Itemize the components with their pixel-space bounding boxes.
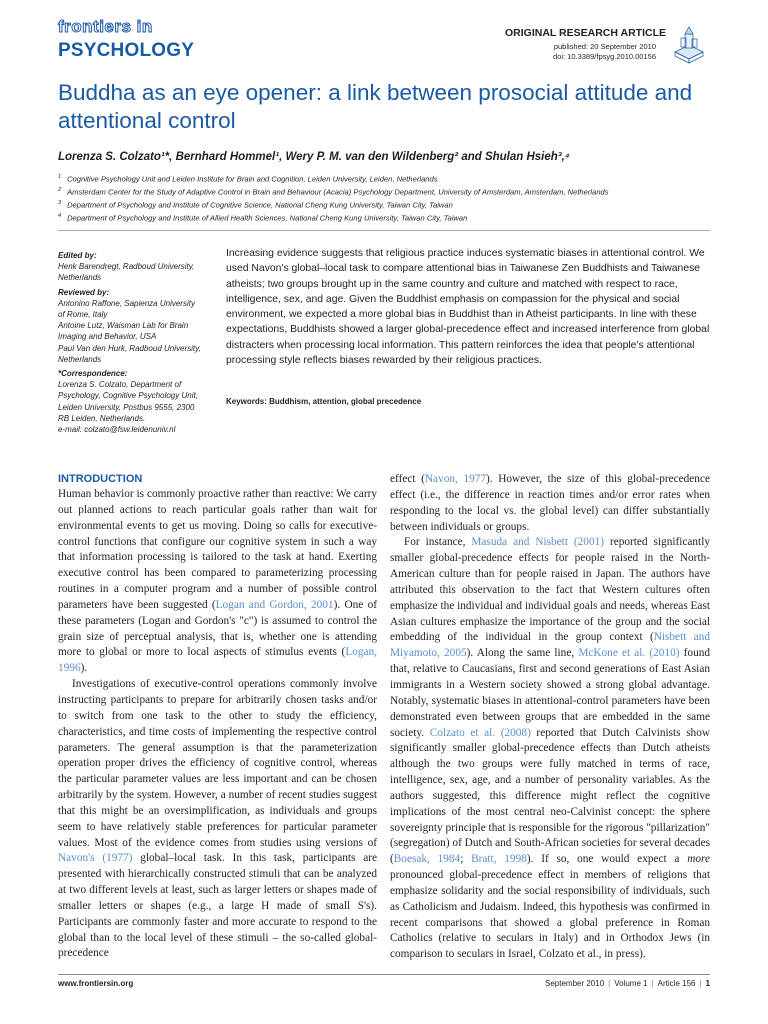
paragraph — [390, 472, 710, 535]
reviewed-by-label: Reviewed by: — [58, 287, 110, 297]
citation-link[interactable]: McKone et al. (2010) — [578, 647, 680, 660]
citation-link[interactable]: Navon, 1977 — [424, 473, 487, 485]
affiliation-text: Department of Psychology and Institute of Cognitive Science, National Cheng Kung University, Taiwan City, Taiwan — [67, 200, 453, 210]
journal-logo-name: PSYCHOLOGY — [58, 40, 195, 61]
paragraph — [390, 535, 710, 963]
author-list: Lorenza S. Colzato¹*, Bernhard Hommel¹, Wery P. M. van den Wildenberg² and Shulan Hsieh³,⁴ — [58, 151, 570, 163]
body-text: Human behavior is commonly proactive rather than reactive: We carry out planned actions to reach particular goals rather than wait for environmental events to get us moving. Doing so calls for executive-control functions that configure our cognitive system in such a way that information processing is tailored to the task at hand. Exerting executive control has been compared to parameterizing processing routines in a computer program and a number of possible control parameters have been suggested ( — [58, 488, 377, 611]
body-text: ). One of these parameters (Logan and Gordon's "c") is assumed to control the grain size of perceptual analysis, that is, whether one is attending more to global or more to local aspects of stimulus events ( — [58, 598, 377, 659]
citation-link[interactable]: Logan, 1996 — [58, 646, 377, 675]
paragraph — [58, 487, 377, 677]
body-text: reported significantly smaller global-precedence effects for people raised in the North-American culture than for people raised in Japan. The authors have attributed this observation to the fact that Western cultures often emphasize the individual and individual goals and needs, whereas East Asian cultures emphasize the importance of the group and the social embedding of the individual in the group context ( — [390, 536, 710, 644]
affiliation-item — [58, 172, 718, 185]
correspondence-label: *Correspondence: — [58, 369, 128, 379]
body-text: ). — [80, 662, 88, 675]
body-text: ). Along the same line, — [466, 647, 579, 660]
affiliation-number: 1 — [58, 174, 62, 180]
correspondence — [58, 379, 218, 435]
correspondence-line: Leiden University, Postbus 9555, 2300 — [58, 402, 195, 412]
reviewer-line: of Rome, Italy — [58, 310, 108, 320]
issue-date: September 2010 — [545, 979, 605, 988]
page-number: 1 — [705, 979, 710, 988]
publication-date: published: 20 September 2010 — [553, 42, 656, 51]
footer-divider — [58, 974, 710, 975]
affiliation-item — [58, 198, 718, 211]
citation-link[interactable]: Boesak, 1984 — [393, 853, 461, 866]
article-type: ORIGINAL RESEARCH ARTICLE — [504, 27, 666, 39]
body-text: ). However, the size of this global-precedence effect (i.e., the difference in reaction times and/or error rates when responding to the local vs. the global level) can differ substantially between individuals or groups. — [390, 473, 710, 533]
citation-link[interactable]: Masuda and Nisbett (2001) — [471, 536, 605, 549]
volume: Volume 1 — [614, 979, 648, 988]
affiliation-item — [58, 211, 718, 224]
body-column-left — [58, 472, 377, 962]
affiliation-item — [58, 185, 718, 198]
affiliation-number: 3 — [58, 200, 62, 207]
body-text: global–local task. In this task, participants are presented with hierarchically constructed stimuli that can be analyzed at two different levels at least, such as larger letters or shapes made of smaller letters or shapes (e.g., a large H made of small S's). Participants are commonly faster and more accurate to respond to the global than to the local level of these stimuli – the so-called global-precedence — [58, 852, 377, 960]
citation-link[interactable]: Bratt, 1998 — [471, 853, 527, 866]
section-heading-introduction: INTRODUCTION — [58, 473, 143, 485]
affiliation-text: Amsterdam Center for the Study of Adaptive Control in Brain and Behaviour (Acacia) Psychology Department, University of Amsterdam, Amsterdam, Netherlands — [67, 187, 609, 197]
article-title: Buddha as an eye opener: a link between prosocial attitude and attentional control — [58, 80, 693, 133]
reviewer-line: Antoine Lutz, Waisman Lab for Brain — [58, 321, 189, 331]
body-text: For instance, — [404, 536, 472, 549]
body-text: pronounced global-precedence effect in members of religions that emphasize solidarity and the social responsibility of individuals, such as Catholicism and Judaism. Indeed, this hypothesis was confirmed in recent comparisons that showed a global preference in Roman Catholics (relative to seculars in Italy) and in Orthodox Jews (in comparison to seculars in Israel, Colzato et al., in press). — [390, 869, 710, 961]
correspondence-line: Psychology, Cognitive Psychology Unit, — [58, 391, 198, 401]
body-text: reported that Dutch Calvinists show significantly smaller global-precedence effects than Dutch atheists although the two groups were fully matched in terms of race, intelligence, sex, age, and a number of personality variables. As the authors suggested, this difference might reflect the cognitive implications of the most central neo-Calvinist concept: the sphere sovereignty principle that is responsible for the rigorous "pillarization" (segregation) of Dutch and South-African societies for several decades ( — [390, 726, 711, 866]
journal-logo-top: frontiers in — [58, 17, 153, 36]
correspondence-line: Lorenza S. Colzato, Department of — [58, 380, 182, 390]
editor-line: Netherlands — [58, 273, 102, 283]
paragraph — [58, 677, 377, 962]
reviewed-by — [58, 298, 218, 365]
citation-link[interactable]: Logan and Gordon, 2001 — [215, 598, 334, 611]
affiliations — [58, 172, 718, 225]
reviewer-line: Antonino Raffone, Sapienza University — [58, 298, 195, 308]
correspondence-line: RB Leiden, Netherlands. — [58, 413, 146, 423]
citation-link[interactable]: Navon's (1977) — [58, 852, 133, 865]
divider — [58, 230, 710, 231]
article-number: Article 156 — [657, 979, 696, 988]
editorial-sidebar — [58, 250, 218, 436]
reviewer-line: Netherlands — [58, 354, 102, 364]
correspondence-line: e-mail: colzato@fsw.leidenuniv.nl — [58, 425, 176, 435]
affiliation-number: 2 — [58, 187, 62, 194]
reviewer-line: Paul Van den Hurk, Radboud University, — [58, 343, 201, 353]
footer-info: September 2010 | Volume 1 | Article 156 | 1 — [545, 979, 710, 988]
journal-url[interactable]: www.frontiersin.org — [58, 979, 134, 988]
affiliation-text: Cognitive Psychology Unit and Leiden Institute for Brain and Cognition, Leiden University, Leiden, Netherlands — [67, 174, 438, 184]
edited-by — [58, 261, 218, 283]
citation-link[interactable]: Colzato et al. (2008) — [429, 726, 531, 739]
affiliation-number: 4 — [58, 213, 62, 220]
body-text: effect ( — [390, 473, 425, 485]
reviewer-line: Imaging and Behavior, USA — [58, 332, 157, 342]
body-text: found that, relative to Caucasians, first and second generations of East Asian immigrants in a Western society showed a strong global advantage. Notably, systematic biases in attentional-control parameters have been demonstrated even between groups that are embedded in the same society. — [390, 647, 711, 739]
body-text: more — [687, 853, 710, 866]
body-text: ). If so, one would expect a — [526, 853, 688, 866]
body-column-right — [390, 472, 710, 963]
doi: doi: 10.3389/fpsyg.2010.00156 — [552, 52, 656, 61]
abstract: Increasing evidence suggests that religious practice induces systematic biases in attentional control. We used Navon's global–local task to compare attentional bias in Taiwanese Zen Buddhists and Taiwanese atheists; two groups brought up in the same country and culture and matched with respect to race, intelligence, sex, and age. Given the Buddhist emphasis on compassion for the physical and social environment, we expected a more global bias in Buddhist than in Atheist participants. In line with these expectations, Buddhists showed a larger global-precedence effect and increased interference from global distracters when processing local information. This pattern reinforces the idea that people's attentional processing style reflects biases rewarded by their religious practices. — [226, 248, 710, 367]
keywords: Keywords: Buddhism, attention, global precedence — [226, 397, 422, 406]
affiliation-text: Department of Psychology and Institute of Allied Health Sciences, National Cheng Kung University, Taiwan City, Taiwan — [67, 213, 468, 223]
journal-emblem-icon — [672, 24, 706, 64]
body-text: ; — [460, 853, 472, 866]
citation-link[interactable]: Nisbett and Miyamoto, 2005 — [390, 631, 710, 660]
edited-by-label: Edited by: — [58, 251, 97, 260]
body-text: Investigations of executive-control operations commonly involve instructing participants to prepare for arbitrarily chosen tasks and/or to switch from one task to the other to study the efficiency, characteristics, and time costs of implementing the respective control parameters. The general assumption is that the parameterization operation proper drives the efficiency of cognitive control, whereas the particular parameter values are less important and can be chosen arbitrarily by the system. However, a number of recent studies suggest that this might be an oversimplification, as individuals and groups seem to have relatively stable preferences for particular parameter values. Most of the evidence comes from studies using versions of — [58, 678, 377, 849]
editor-line: Henk Barendregt, Radboud University, — [58, 262, 195, 272]
